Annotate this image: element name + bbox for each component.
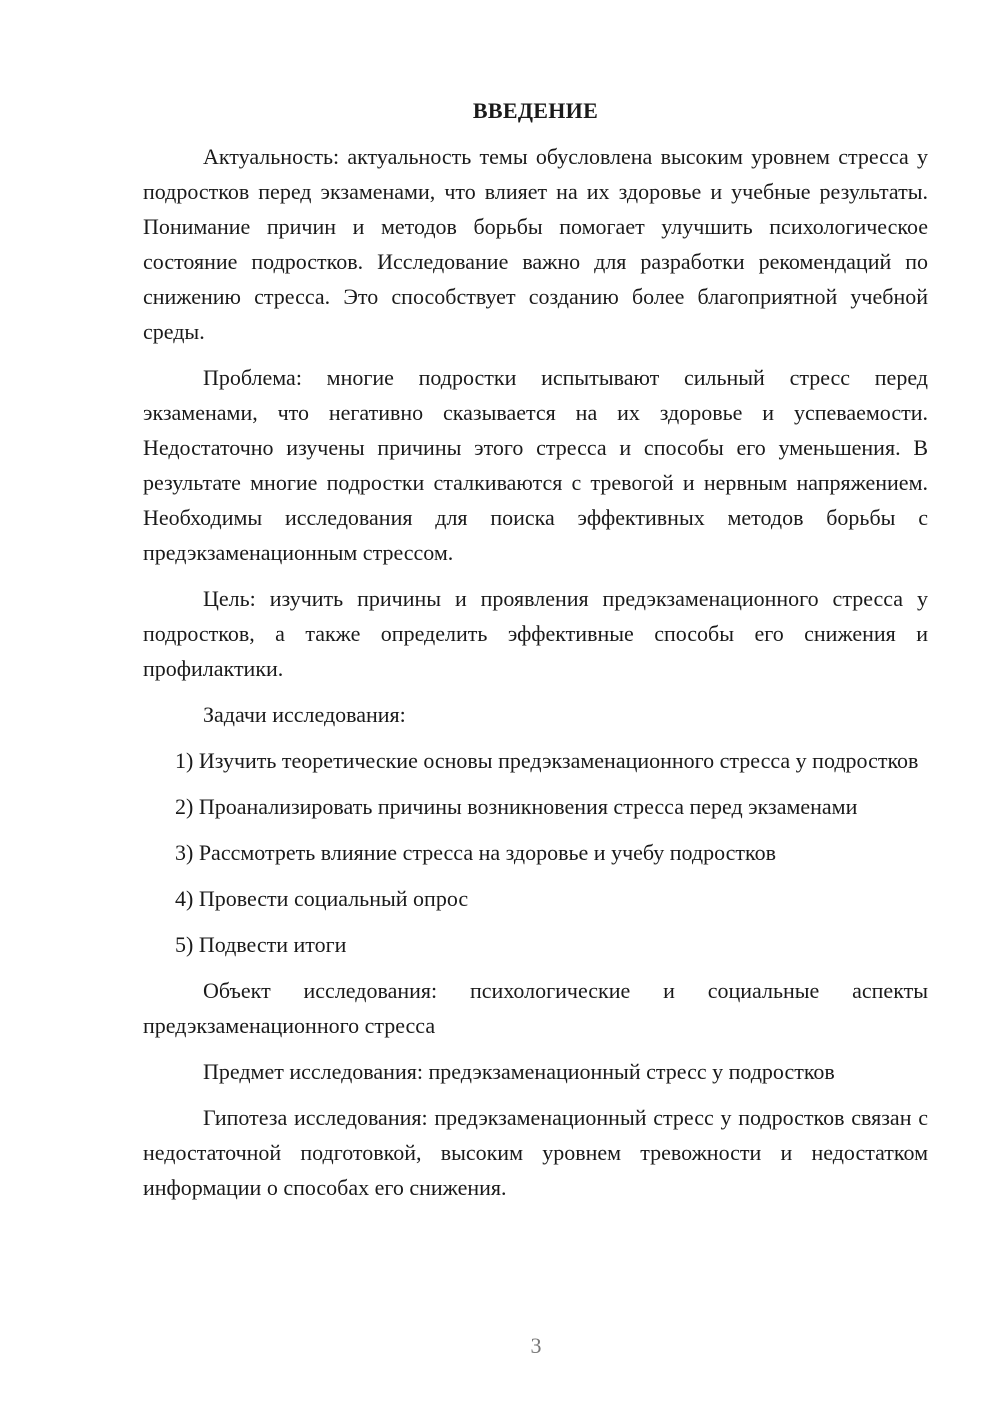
goal-paragraph: Цель: изучить причины и проявления предэкзаменационного стресса у подростков, а также определить эффективные способы его снижения и профилактики. (143, 586, 928, 681)
document-page (143, 95, 928, 1205)
task-item-2: 2) Проанализировать причины возникновения стресса перед экзаменами (175, 794, 858, 819)
tasks-heading: Задачи исследования: (203, 702, 406, 727)
object-paragraph: Объект исследования: психологические и социальные аспекты предэкзаменационного стресса (143, 978, 928, 1038)
relevance-paragraph: Актуальность: актуальность темы обусловлена высоким уровнем стресса у подростков перед экзаменами, что влияет на их здоровье и учебные результаты. Понимание причин и методов борьбы помогает улучшить психологическое состояние подростков. Исследование важно для разработки рекомендаций по снижению стресса. Это способствует созданию более благоприятной учебной среды. (143, 144, 928, 344)
task-item-1: 1) Изучить теоретические основы предэкзаменационного стресса у подростков (175, 748, 919, 773)
task-item-3: 3) Рассмотреть влияние стресса на здоровье и учебу подростков (175, 840, 776, 865)
subject-paragraph: Предмет исследования: предэкзаменационный стресс у подростков (203, 1059, 835, 1084)
hypothesis-paragraph: Гипотеза исследования: предэкзаменационный стресс у подростков связан с недостаточной подготовкой, высоким уровнем тревожности и недостатком информации о способах его снижения. (143, 1105, 928, 1200)
page-number: 3 (530, 1333, 542, 1358)
task-item-4: 4) Провести социальный опрос (175, 886, 469, 911)
page-title: ВВЕДЕНИЕ (472, 98, 599, 123)
task-item-5: 5) Подвести итоги (175, 932, 347, 957)
problem-paragraph: Проблема: многие подростки испытывают сильный стресс перед экзаменами, что негативно сказывается на их здоровье и успеваемости. Недостаточно изучены причины этого стресса и способы его уменьшения. В результате многие подростки сталкиваются с тревогой и нервным напряжением. Необходимы исследования для поиска эффективных методов борьбы с предэкзаменационным стрессом. (143, 365, 928, 565)
